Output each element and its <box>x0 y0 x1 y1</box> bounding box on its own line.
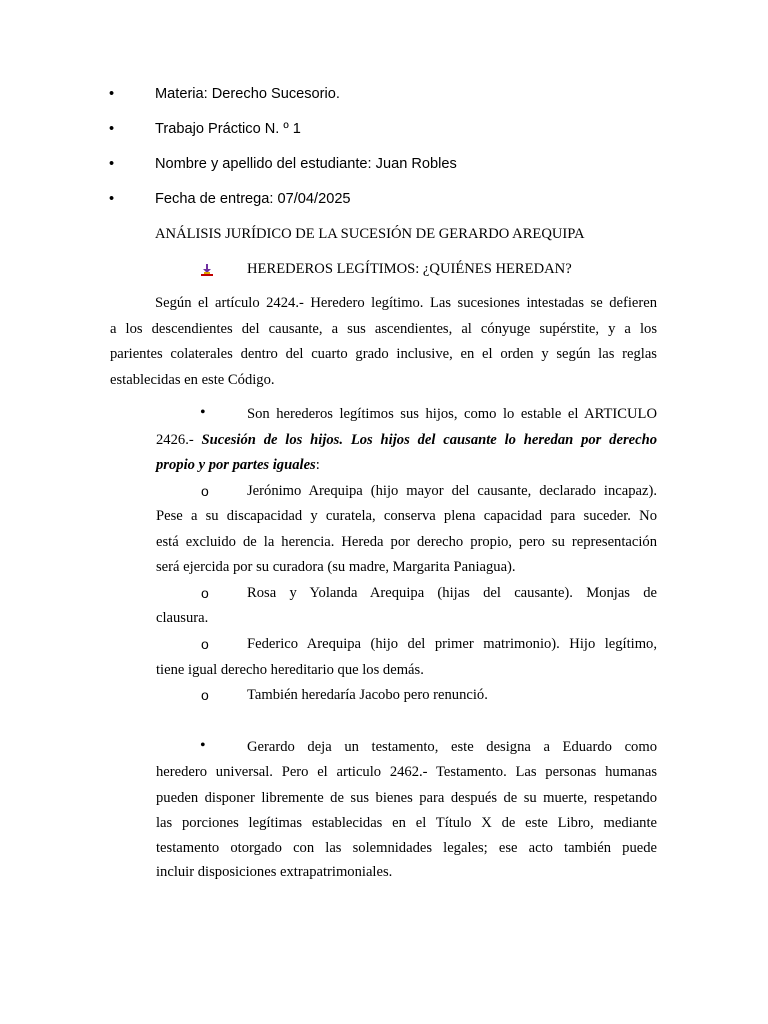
article-number: 2426.- <box>156 432 202 448</box>
header-item-student <box>0 154 768 174</box>
paragraph-line: a los descendientes del causante, a sus ascendientes, al cónyuge supérstite, y a los <box>110 321 657 337</box>
paragraph-line: Pese a su discapacidad y curatela, conserva plena capacidad para suceder. No <box>156 508 657 524</box>
header-item-assignment <box>0 119 768 139</box>
header-item-text: Materia: Derecho Sucesorio. <box>155 86 340 102</box>
article-quote: Sucesión de los hijos. Los hijos del causante lo heredan por derecho <box>201 432 657 448</box>
bullet-dot: • <box>109 191 115 207</box>
arrow-bullet-icon <box>200 264 214 276</box>
paragraph-line: clausura. <box>156 610 209 626</box>
header-item-text: Fecha de entrega: 07/04/2025 <box>155 191 351 207</box>
paragraph-line: las porciones legítimas establecidas en el Título X de este Libro, mediante <box>156 815 657 831</box>
article-quote: propio y por partes iguales <box>156 457 316 473</box>
paragraph-line: establecidas en este Código. <box>110 372 275 388</box>
paragraph-line: será ejercida por su curadora (su madre, Margarita Paniagua). <box>156 559 516 575</box>
bullet-dot: • <box>109 86 115 102</box>
section-heading-text: HEREDEROS LEGÍTIMOS: ¿QUIÉNES HEREDAN? <box>247 261 572 277</box>
paragraph-line <box>156 430 657 450</box>
document-title: ANÁLISIS JURÍDICO DE LA SUCESIÓN DE GERARDO AREQUIPA <box>155 226 585 242</box>
paragraph-line: pueden disponer libremente de sus bienes para después de su muerte, respetando <box>156 790 657 806</box>
paragraph-line: Rosa y Yolanda Arequipa (hijas del causante). Monjas de <box>247 585 657 601</box>
paragraph-line: tiene igual derecho hereditario que los demás. <box>156 662 424 678</box>
sub-bullet-circle: o <box>201 636 209 652</box>
sub-bullet-circle: o <box>201 585 209 601</box>
bullet-dot: • <box>200 404 206 421</box>
paragraph-line: También heredaría Jacobo pero renunció. <box>247 687 488 703</box>
paragraph-line: Jerónimo Arequipa (hijo mayor del causante, declarado incapaz). <box>247 483 657 499</box>
bullet-dot: • <box>109 121 115 137</box>
colon: : <box>315 457 320 473</box>
paragraph-line: Gerardo deja un testamento, este designa a Eduardo como <box>247 739 657 755</box>
bullet-dot: • <box>200 737 206 754</box>
sub-bullet-circle: o <box>201 687 209 703</box>
bullet-dot: • <box>109 156 115 172</box>
paragraph-line: heredero universal. Pero el articulo 2462.- Testamento. Las personas humanas <box>156 764 657 780</box>
header-item-date <box>0 189 768 209</box>
paragraph-line: testamento otorgado con las solemnidades legales; ese acto también puede <box>156 840 657 856</box>
header-item-text: Nombre y apellido del estudiante: Juan Robles <box>155 156 457 172</box>
paragraph-line: Son herederos legítimos sus hijos, como lo estable el ARTICULO <box>247 406 657 422</box>
paragraph-line: Federico Arequipa (hijo del primer matrimonio). Hijo legítimo, <box>247 636 657 652</box>
paragraph-line: parientes colaterales dentro del cuarto grado inclusive, en el orden y según las reglas <box>110 346 657 362</box>
paragraph-line: está excluido de la herencia. Hereda por derecho propio, pero su representación <box>156 534 657 550</box>
header-item-subject <box>0 84 768 104</box>
paragraph-line <box>156 455 657 475</box>
paragraph-line: Según el artículo 2424.- Heredero legítimo. Las sucesiones intestadas se defieren <box>155 295 657 311</box>
header-item-text: Trabajo Práctico N. º 1 <box>155 121 301 137</box>
sub-bullet-circle: o <box>201 483 209 499</box>
paragraph-line: incluir disposiciones extrapatrimoniales. <box>156 864 393 880</box>
